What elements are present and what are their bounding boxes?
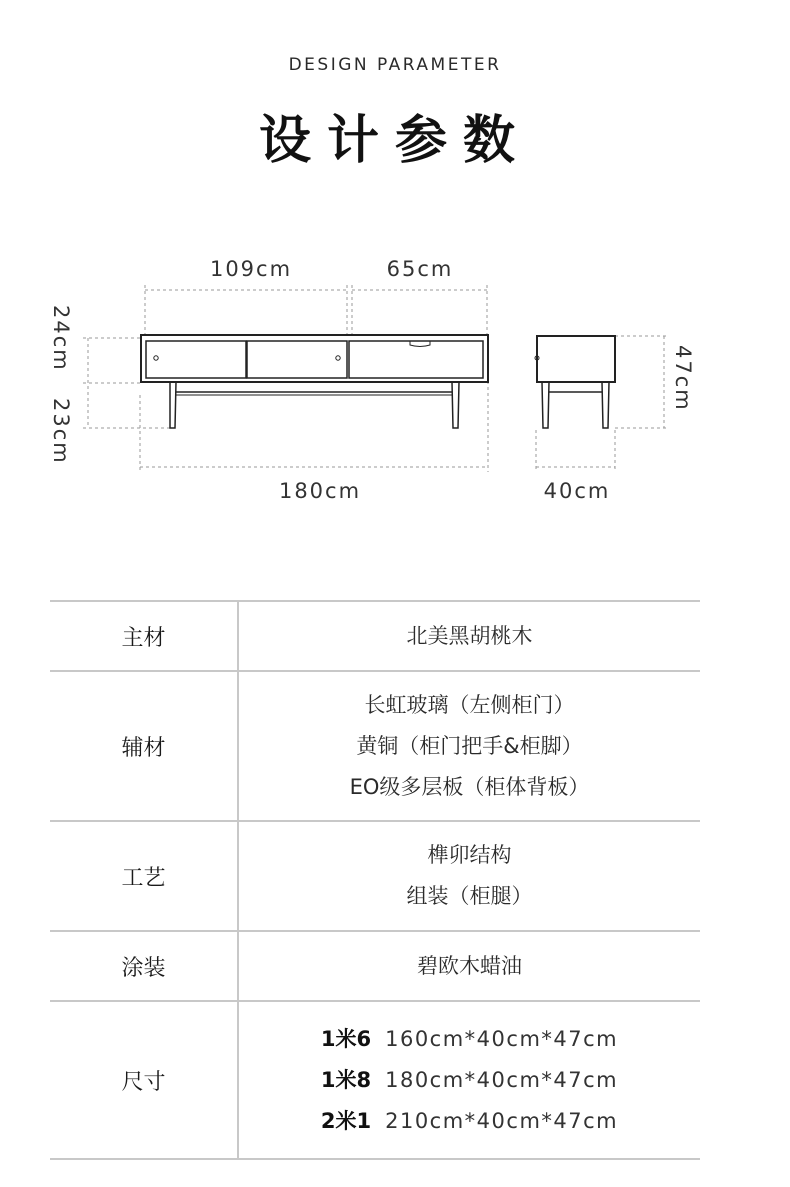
spec-row-main-material <box>50 600 700 670</box>
spec-value-line: 黄铜（柜门把手&柜脚） <box>356 733 583 758</box>
size-option-label: 1米8 <box>320 1067 372 1092</box>
spec-value <box>239 822 700 930</box>
dim-front-left-width: 109cm <box>209 257 293 281</box>
spec-value <box>239 932 700 1000</box>
dim-side-height: 47cm <box>671 345 695 412</box>
spec-key: 涂装 <box>50 932 239 1000</box>
size-option <box>321 1060 618 1101</box>
spec-value-line: EO级多层板（柜体背板） <box>349 774 590 799</box>
size-option-value: 160cm*40cm*47cm <box>385 1026 619 1051</box>
spec-key: 辅材 <box>50 672 239 820</box>
size-option-value: 180cm*40cm*47cm <box>385 1067 619 1092</box>
dimension-diagram <box>0 240 790 520</box>
size-option <box>321 1019 618 1060</box>
size-option <box>321 1101 618 1142</box>
spec-value-line: 北美黑胡桃木 <box>406 623 533 648</box>
spec-value-line: 组装（柜腿） <box>406 884 533 908</box>
spec-row-craft <box>50 820 700 930</box>
spec-key: 主材 <box>50 602 239 670</box>
spec-key: 工艺 <box>50 822 239 930</box>
spec-row-size <box>50 1000 700 1160</box>
dim-front-top-height: 24cm <box>49 305 73 372</box>
spec-value <box>239 1002 700 1158</box>
dim-side-depth: 40cm <box>543 479 611 503</box>
size-option-value: 210cm*40cm*47cm <box>385 1108 619 1133</box>
dim-front-total-width: 180cm <box>278 479 362 503</box>
front-view <box>141 335 488 428</box>
spec-value-line: 碧欧木蜡油 <box>417 953 522 978</box>
spec-value-line: 榫卯结构 <box>427 843 512 867</box>
spec-value-line: 长虹玻璃（左侧柜门） <box>364 692 575 717</box>
spec-value <box>239 602 700 670</box>
side-view <box>535 336 615 428</box>
spec-key: 尺寸 <box>50 1002 239 1158</box>
size-option-label: 1米6 <box>320 1026 372 1051</box>
spec-table <box>50 600 700 1160</box>
spec-value <box>239 672 700 820</box>
section-title: 设计参数 <box>258 111 531 171</box>
size-option-label: 2米1 <box>320 1108 372 1133</box>
section-subtitle: DESIGN PARAMETER <box>288 55 502 75</box>
dim-front-bottom-height: 23cm <box>49 398 73 465</box>
spec-row-finish <box>50 930 700 1000</box>
spec-row-aux-material <box>50 670 700 820</box>
dim-front-right-width: 65cm <box>386 257 454 281</box>
